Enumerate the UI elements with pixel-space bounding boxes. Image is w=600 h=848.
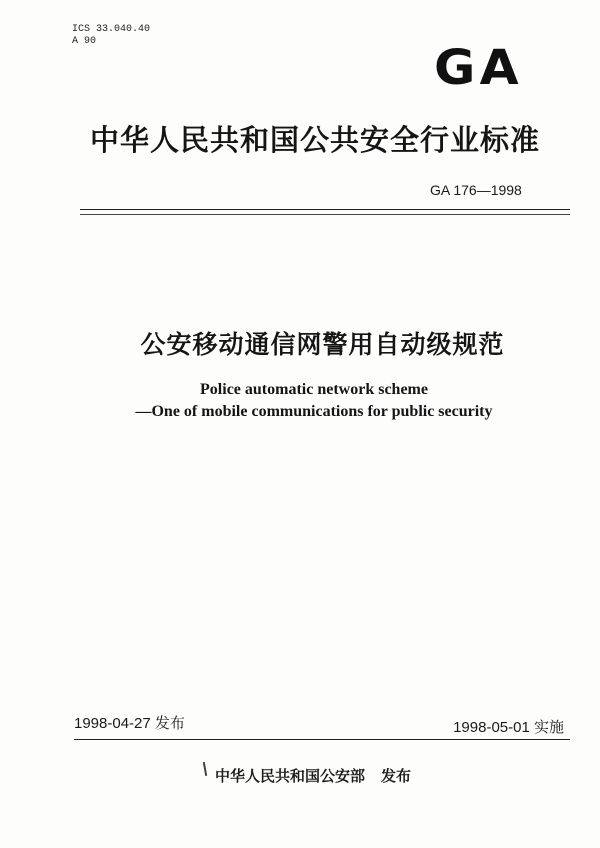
bottom-divider (74, 739, 570, 740)
document-title-english (0, 379, 600, 423)
top-divider-secondary (80, 214, 570, 215)
publisher-line (215, 765, 411, 786)
ics-code: ICS 33.040.40 (72, 24, 151, 35)
publisher-name: 中华人民共和国公安部 (215, 767, 366, 785)
standard-title: 中华人民共和国公共安全行业标准 (90, 123, 541, 157)
scan-speck (203, 762, 207, 776)
standard-number: GA 176—1998 (430, 182, 522, 198)
ga-logo: GA (434, 40, 523, 96)
implementation-date: 1998-05-01 实施 (453, 719, 564, 736)
english-title-line-1: Police automatic network scheme (200, 381, 428, 398)
classification-codes (72, 24, 150, 48)
issue-date: 1998-04-27 发布 (74, 715, 185, 732)
english-title-line-2: —One of mobile communications for public security (135, 403, 493, 420)
top-divider (80, 209, 570, 210)
document-title-chinese: 公安移动通信网警用自动级规范 (140, 330, 505, 359)
ccs-code: A 90 (72, 36, 97, 47)
publisher-action: 发布 (381, 767, 412, 785)
